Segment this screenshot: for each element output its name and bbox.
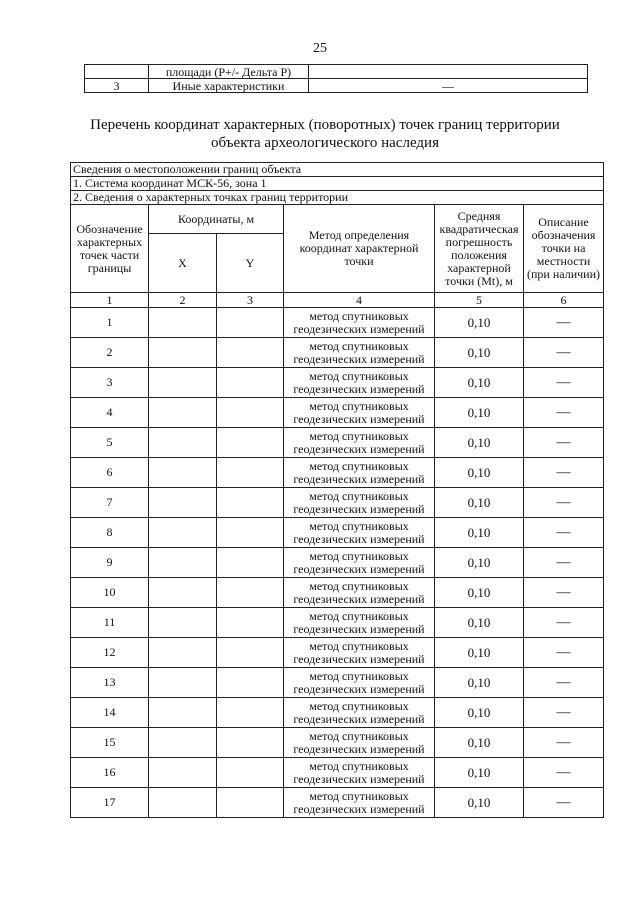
header-description: Описание обозначения точки на местности (при наличии)	[524, 205, 604, 293]
point-number: 10	[71, 578, 149, 608]
section-points: 2. Сведения о характерных точках границ территории	[71, 191, 604, 205]
top-table	[84, 64, 588, 93]
method-cell: метод спутниковых геодезических измерений	[284, 698, 435, 728]
accuracy-cell: 0,10	[435, 758, 524, 788]
method-cell: метод спутниковых геодезических измерений	[284, 548, 435, 578]
header-designation: Обозначение характерных точек части границы	[71, 205, 149, 293]
description-cell: —	[524, 518, 604, 548]
table-row	[71, 668, 604, 698]
column-index: 4	[284, 293, 435, 308]
description-cell: —	[524, 728, 604, 758]
point-number: 8	[71, 518, 149, 548]
description-cell: —	[524, 458, 604, 488]
coordinate-x	[149, 638, 217, 668]
coordinate-x	[149, 788, 217, 818]
coordinate-x	[149, 398, 217, 428]
table-row	[71, 758, 604, 788]
table-row	[85, 79, 588, 93]
point-number: 2	[71, 338, 149, 368]
description-cell: —	[524, 608, 604, 638]
coordinate-x	[149, 458, 217, 488]
accuracy-cell: 0,10	[435, 518, 524, 548]
description-cell: —	[524, 668, 604, 698]
description-cell: —	[524, 368, 604, 398]
method-cell: метод спутниковых геодезических измерений	[284, 668, 435, 698]
column-index: 5	[435, 293, 524, 308]
coordinate-x	[149, 758, 217, 788]
coordinate-x	[149, 548, 217, 578]
table-row	[71, 698, 604, 728]
table-row	[71, 338, 604, 368]
table-row	[71, 308, 604, 338]
accuracy-cell: 0,10	[435, 398, 524, 428]
coordinate-x	[149, 308, 217, 338]
description-cell: —	[524, 788, 604, 818]
coordinate-y	[217, 338, 284, 368]
method-cell: метод спутниковых геодезических измерений	[284, 458, 435, 488]
point-number: 5	[71, 428, 149, 458]
point-number: 7	[71, 488, 149, 518]
description-cell: —	[524, 488, 604, 518]
table-row	[71, 578, 604, 608]
page-number: 25	[313, 41, 327, 56]
coordinate-y	[217, 668, 284, 698]
point-number: 1	[71, 308, 149, 338]
row-label: Иные характеристики	[149, 79, 309, 93]
coordinate-x	[149, 488, 217, 518]
coordinate-x	[149, 518, 217, 548]
section-location: Сведения о местоположении границ объекта	[71, 163, 604, 177]
point-number: 16	[71, 758, 149, 788]
coordinate-x	[149, 728, 217, 758]
coordinates-table	[70, 162, 604, 818]
accuracy-cell: 0,10	[435, 698, 524, 728]
point-number: 6	[71, 458, 149, 488]
method-cell: метод спутниковых геодезических измерений	[284, 338, 435, 368]
header-accuracy: Средняя квадратическая погрешность положения характерной точки (Mt), м	[435, 205, 524, 293]
table-row	[71, 428, 604, 458]
title-line-1: Перечень координат характерных (поворотных) точек границ территории	[90, 117, 560, 133]
coordinate-x	[149, 428, 217, 458]
row-value	[309, 65, 588, 79]
coordinate-y	[217, 428, 284, 458]
accuracy-cell: 0,10	[435, 638, 524, 668]
coordinate-y	[217, 698, 284, 728]
coordinate-y	[217, 788, 284, 818]
coordinate-y	[217, 728, 284, 758]
point-number: 17	[71, 788, 149, 818]
method-cell: метод спутниковых геодезических измерений	[284, 308, 435, 338]
point-number: 3	[71, 368, 149, 398]
section-coordinate-system: 1. Система координат МСК-56, зона 1	[71, 177, 604, 191]
coordinate-y	[217, 368, 284, 398]
table-row	[71, 728, 604, 758]
method-cell: метод спутниковых геодезических измерений	[284, 578, 435, 608]
coordinate-y	[217, 518, 284, 548]
section-row	[71, 191, 604, 205]
coordinate-y	[217, 398, 284, 428]
method-cell: метод спутниковых геодезических измерений	[284, 608, 435, 638]
header-row	[71, 205, 604, 234]
point-number: 13	[71, 668, 149, 698]
method-cell: метод спутниковых геодезических измерений	[284, 368, 435, 398]
accuracy-cell: 0,10	[435, 488, 524, 518]
table-row	[71, 458, 604, 488]
coordinate-x	[149, 698, 217, 728]
column-index-row	[71, 293, 604, 308]
table-row	[71, 608, 604, 638]
coordinate-y	[217, 578, 284, 608]
accuracy-cell: 0,10	[435, 548, 524, 578]
description-cell: —	[524, 638, 604, 668]
table-row	[71, 368, 604, 398]
description-cell: —	[524, 578, 604, 608]
table-row	[85, 65, 588, 79]
method-cell: метод спутниковых геодезических измерений	[284, 638, 435, 668]
accuracy-cell: 0,10	[435, 458, 524, 488]
column-index: 6	[524, 293, 604, 308]
coordinate-y	[217, 458, 284, 488]
table-row	[71, 398, 604, 428]
row-value: —	[309, 79, 588, 93]
accuracy-cell: 0,10	[435, 788, 524, 818]
coordinate-y	[217, 488, 284, 518]
method-cell: метод спутниковых геодезических измерений	[284, 758, 435, 788]
point-number: 15	[71, 728, 149, 758]
point-number: 14	[71, 698, 149, 728]
point-number: 4	[71, 398, 149, 428]
coordinate-x	[149, 578, 217, 608]
column-index: 1	[71, 293, 149, 308]
accuracy-cell: 0,10	[435, 368, 524, 398]
coordinate-x	[149, 668, 217, 698]
point-number: 9	[71, 548, 149, 578]
description-cell: —	[524, 548, 604, 578]
description-cell: —	[524, 428, 604, 458]
accuracy-cell: 0,10	[435, 608, 524, 638]
method-cell: метод спутниковых геодезических измерений	[284, 488, 435, 518]
description-cell: —	[524, 308, 604, 338]
column-index: 2	[149, 293, 217, 308]
accuracy-cell: 0,10	[435, 578, 524, 608]
coordinate-y	[217, 548, 284, 578]
accuracy-cell: 0,10	[435, 668, 524, 698]
coordinate-y	[217, 638, 284, 668]
table-row	[71, 488, 604, 518]
coordinate-y	[217, 308, 284, 338]
accuracy-cell: 0,10	[435, 428, 524, 458]
point-number: 11	[71, 608, 149, 638]
description-cell: —	[524, 398, 604, 428]
section-row	[71, 163, 604, 177]
method-cell: метод спутниковых геодезических измерений	[284, 728, 435, 758]
method-cell: метод спутниковых геодезических измерений	[284, 788, 435, 818]
coordinate-x	[149, 608, 217, 638]
coordinate-x	[149, 338, 217, 368]
column-index: 3	[217, 293, 284, 308]
header-y: Y	[217, 234, 284, 293]
method-cell: метод спутниковых геодезических измерений	[284, 518, 435, 548]
table-row	[71, 548, 604, 578]
description-cell: —	[524, 698, 604, 728]
row-number: 3	[85, 79, 149, 93]
header-x: X	[149, 234, 217, 293]
method-cell: метод спутниковых геодезических измерений	[284, 398, 435, 428]
accuracy-cell: 0,10	[435, 728, 524, 758]
description-cell: —	[524, 338, 604, 368]
coordinate-y	[217, 758, 284, 788]
coordinate-y	[217, 608, 284, 638]
title-line-2: объекта археологического наследия	[211, 135, 439, 151]
point-number: 12	[71, 638, 149, 668]
coordinate-x	[149, 368, 217, 398]
section-row	[71, 177, 604, 191]
document-title	[60, 116, 590, 152]
table-row	[71, 638, 604, 668]
row-label: площади (Р+/- Дельта Р)	[149, 65, 309, 79]
table-row	[71, 518, 604, 548]
method-cell: метод спутниковых геодезических измерений	[284, 428, 435, 458]
description-cell: —	[524, 758, 604, 788]
accuracy-cell: 0,10	[435, 338, 524, 368]
header-method: Метод определения координат характерной точки	[284, 205, 435, 293]
header-coordinates: Координаты, м	[149, 205, 284, 234]
accuracy-cell: 0,10	[435, 308, 524, 338]
table-row	[71, 788, 604, 818]
row-number	[85, 65, 149, 79]
